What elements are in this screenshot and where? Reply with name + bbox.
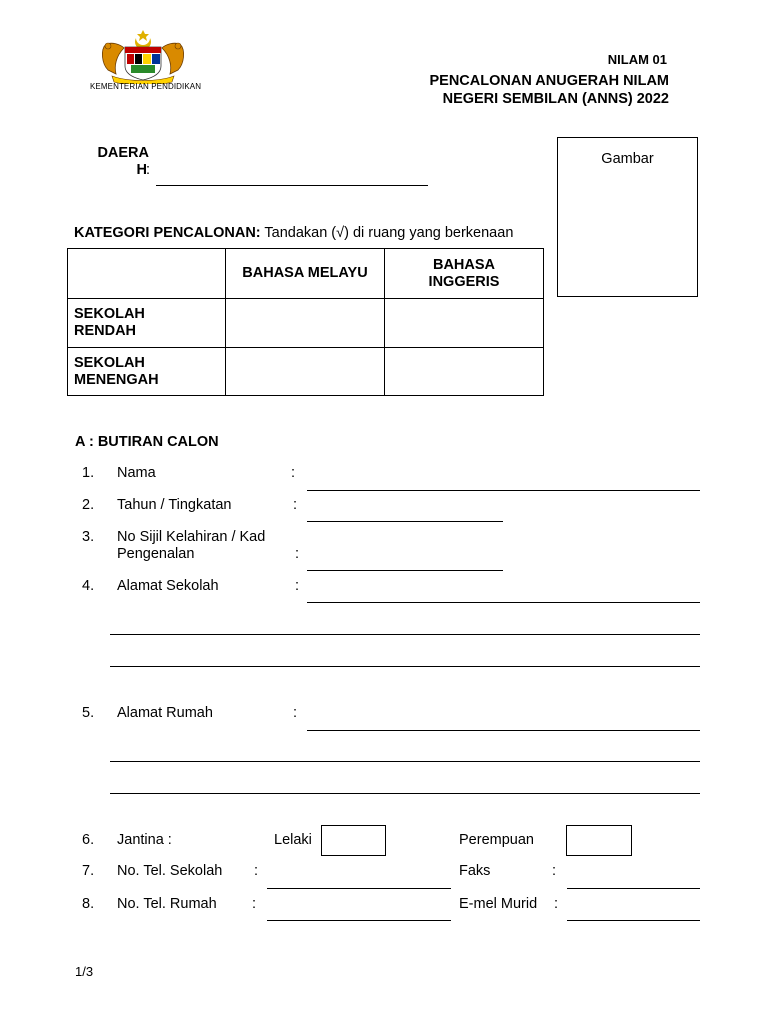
- district-colon: :: [146, 162, 151, 178]
- ministry-name: KEMENTERIAN PENDIDIKAN: [90, 82, 202, 91]
- photo-box[interactable]: [557, 137, 698, 297]
- form-title-line1: PENCALONAN ANUGERAH NILAM: [429, 73, 669, 89]
- form-title-line2: NEGERI SEMBILAN (ANNS) 2022: [442, 91, 669, 107]
- item-number: 4.: [82, 578, 95, 594]
- field-label-email: E-mel Murid: [459, 896, 538, 912]
- tahun-field[interactable]: [307, 521, 503, 522]
- perempuan-checkbox[interactable]: [566, 825, 632, 856]
- form-code: NILAM 01: [607, 52, 667, 67]
- item-number: 3.: [82, 529, 95, 545]
- page-number: 1/3: [75, 964, 94, 979]
- email-field[interactable]: [567, 920, 700, 921]
- table-header-bahasa-melayu: BAHASA MELAYU: [226, 249, 385, 299]
- row-label-sekolah-rendah: SEKOLAH RENDAH: [68, 299, 226, 348]
- district-field[interactable]: [156, 185, 428, 186]
- district-label-line1: DAERA: [97, 145, 149, 161]
- checkbox-cell-rendah-bm[interactable]: [226, 299, 385, 348]
- colon: :: [554, 896, 559, 912]
- item-number: 6.: [82, 832, 95, 848]
- faks-field[interactable]: [567, 888, 700, 889]
- table-row: [68, 299, 544, 348]
- lelaki-checkbox[interactable]: [321, 825, 386, 856]
- field-label-alamat-rumah: Alamat Rumah: [117, 705, 213, 721]
- nama-field[interactable]: [307, 490, 700, 491]
- district-label-line2: H: [136, 162, 147, 178]
- table-header-bahasa-inggeris: BAHASA INGGERIS: [385, 249, 544, 299]
- alamat-sekolah-field-line2[interactable]: [110, 634, 700, 635]
- field-label-tel-sekolah: No. Tel. Sekolah: [117, 863, 223, 879]
- field-label-jantina: Jantina :: [117, 832, 172, 848]
- row-label-sekolah-menengah: SEKOLAH MENENGAH: [68, 348, 226, 396]
- no-sijil-field[interactable]: [307, 570, 503, 571]
- coat-of-arms-logo: [98, 30, 188, 84]
- field-label-no-sijil: No Sijil Kelahiran / Kad Pengenalan: [117, 529, 266, 562]
- alamat-rumah-field-line2[interactable]: [110, 761, 700, 762]
- colon: :: [295, 546, 300, 562]
- field-label-alamat-sekolah: Alamat Sekolah: [117, 578, 219, 594]
- item-number: 5.: [82, 705, 95, 721]
- checkbox-cell-menengah-bm[interactable]: [226, 348, 385, 396]
- table-row: [68, 348, 544, 396]
- item-number: 8.: [82, 896, 95, 912]
- item-number: 7.: [82, 863, 95, 879]
- category-heading: [74, 225, 513, 241]
- alamat-rumah-field-line1[interactable]: [307, 730, 700, 731]
- table-header-cell-empty: [68, 249, 226, 299]
- colon: :: [293, 705, 298, 721]
- field-label-faks: Faks: [459, 863, 491, 879]
- item-number: 2.: [82, 497, 95, 513]
- colon: :: [254, 863, 259, 879]
- category-instruction: Tandakan (√) di ruang yang berkenaan: [260, 225, 514, 241]
- field-label-tahun: Tahun / Tingkatan: [117, 497, 232, 513]
- colon: :: [552, 863, 557, 879]
- checkbox-cell-menengah-bi[interactable]: [385, 348, 544, 396]
- category-table: [67, 248, 544, 396]
- option-lelaki-label: Lelaki: [274, 832, 312, 848]
- colon: :: [293, 497, 298, 513]
- colon: :: [252, 896, 257, 912]
- field-label-tel-rumah: No. Tel. Rumah: [117, 896, 217, 912]
- field-label-nama: Nama: [117, 465, 156, 481]
- checkbox-cell-rendah-bi[interactable]: [385, 299, 544, 348]
- table-header-row: [68, 249, 544, 299]
- alamat-sekolah-field-line1[interactable]: [307, 602, 700, 603]
- item-number: 1.: [82, 465, 95, 481]
- option-perempuan-label: Perempuan: [459, 832, 534, 848]
- tel-sekolah-field[interactable]: [267, 888, 451, 889]
- colon: :: [291, 465, 296, 481]
- alamat-sekolah-field-line3[interactable]: [110, 666, 700, 667]
- tel-rumah-field[interactable]: [267, 920, 451, 921]
- colon: :: [295, 578, 300, 594]
- category-label: KATEGORI PENCALONAN:: [74, 225, 261, 241]
- photo-label: Gambar: [601, 151, 654, 167]
- alamat-rumah-field-line3[interactable]: [110, 793, 700, 794]
- section-a-title: A : BUTIRAN CALON: [75, 434, 219, 450]
